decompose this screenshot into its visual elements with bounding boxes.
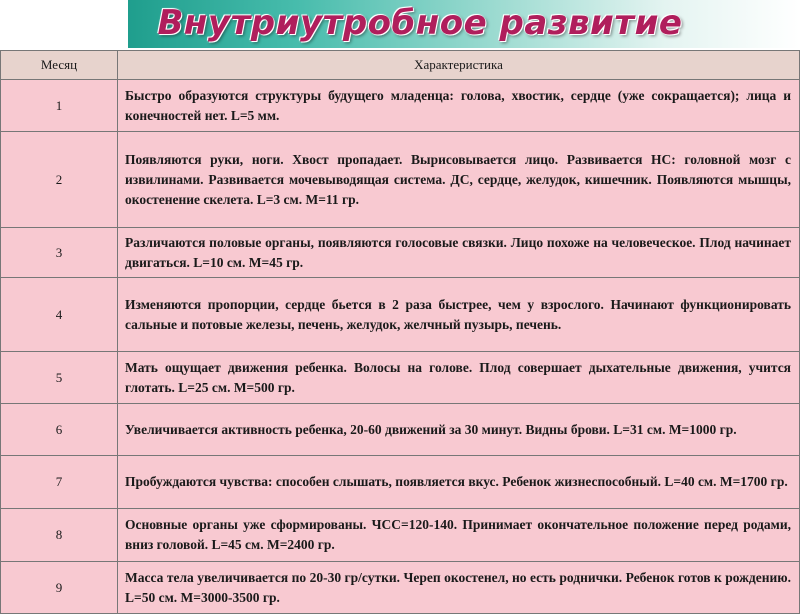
header-month: Месяц: [1, 51, 118, 80]
characteristic-cell: Пробуждаются чувства: способен слышать, появляется вкус. Ребенок жизнеспособный. L=40 см. M=1700 гр.: [118, 456, 800, 509]
table-row: [1, 562, 800, 614]
page-title: Внутриутробное развитие: [157, 3, 683, 43]
month-cell: 1: [1, 80, 118, 132]
table-row: [1, 352, 800, 404]
month-cell: 6: [1, 404, 118, 456]
characteristic-cell: Изменяются пропорции, сердце бьется в 2 раза быстрее, чем у взрослого. Начинают функционировать сальные и потовые железы, печень, желудок, желчный пузырь, печень.: [118, 278, 800, 352]
characteristic-cell: Увеличивается активность ребенка, 20-60 движений за 30 минут. Видны брови. L=31 см. M=1000 гр.: [118, 404, 800, 456]
month-cell: 8: [1, 509, 118, 562]
characteristic-cell: Масса тела увеличивается по 20-30 гр/сутки. Череп окостенел, но есть роднички. Ребенок готов к рождению. L=50 см. M=3000-3500 гр.: [118, 562, 800, 614]
table-row: [1, 132, 800, 228]
characteristic-cell: Различаются половые органы, появляются голосовые связки. Лицо похоже на человеческое. Плод начинает двигаться. L=10 см. M=45 гр.: [118, 228, 800, 278]
characteristic-cell: Появляются руки, ноги. Хвост пропадает. Вырисовывается лицо. Развивается НС: головной мозг с извилинами. Развивается мочевыводящая система. ДС, сердце, желудок, кишечник. Появляются мышцы, окостенение скелета. L=3 см. M=11 гр.: [118, 132, 800, 228]
characteristic-cell: Быстро образуются структуры будущего младенца: голова, хвостик, сердце (уже сокращается); лица и конечностей нет. L=5 мм.: [118, 80, 800, 132]
table-row: [1, 80, 800, 132]
table-row: [1, 509, 800, 562]
month-cell: 7: [1, 456, 118, 509]
characteristic-cell: Мать ощущает движения ребенка. Волосы на голове. Плод совершает дыхательные движения, учится глотать. L=25 см. M=500 гр.: [118, 352, 800, 404]
table-header-row: [1, 51, 800, 80]
table-row: [1, 228, 800, 278]
month-cell: 9: [1, 562, 118, 614]
month-cell: 5: [1, 352, 118, 404]
table-row: [1, 456, 800, 509]
month-cell: 3: [1, 228, 118, 278]
table-row: [1, 278, 800, 352]
development-table: [0, 50, 800, 614]
month-cell: 2: [1, 132, 118, 228]
header-characteristic: Характеристика: [118, 51, 800, 80]
month-cell: 4: [1, 278, 118, 352]
table-row: [1, 404, 800, 456]
characteristic-cell: Основные органы уже сформированы. ЧСС=120-140. Принимает окончательное положение перед родами, вниз головой. L=45 см. M=2400 гр.: [118, 509, 800, 562]
